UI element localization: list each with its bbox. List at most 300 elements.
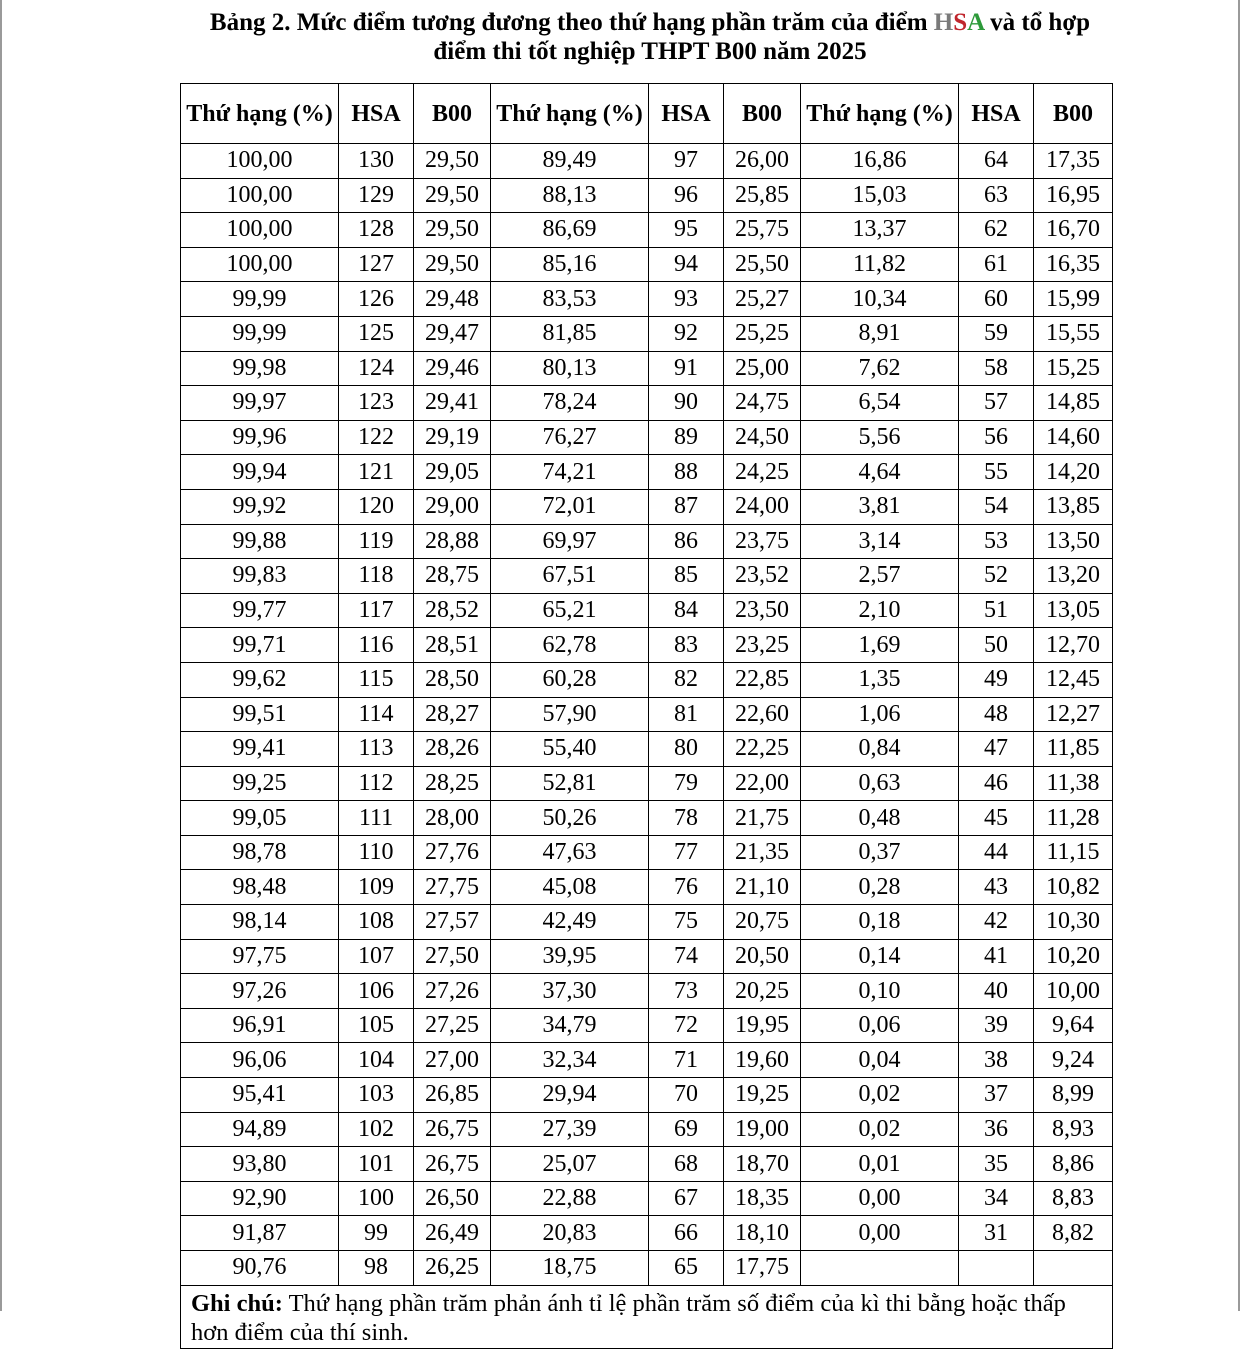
title-line2: điểm thi tốt nghiệp THPT B00 năm 2025 [433, 38, 867, 65]
table-cell: 80 [649, 732, 724, 767]
table-cell: 18,35 [724, 1181, 801, 1216]
table-cell: 29,94 [491, 1078, 649, 1113]
table-cell: 12,45 [1034, 662, 1113, 697]
table-cell: 59 [959, 316, 1034, 351]
table-cell: 17,75 [724, 1251, 801, 1286]
table-cell: 29,46 [414, 351, 491, 386]
table-cell: 99,94 [181, 455, 339, 490]
table-cell: 29,50 [414, 144, 491, 179]
table-cell: 28,75 [414, 559, 491, 594]
table-row [181, 144, 1113, 179]
table-cell: 100,00 [181, 144, 339, 179]
table-cell: 18,70 [724, 1147, 801, 1182]
column-header: HSA [649, 84, 724, 144]
table-cell: 14,85 [1034, 386, 1113, 421]
table-cell: 74,21 [491, 455, 649, 490]
table-title [60, 8, 1240, 66]
table-cell: 13,85 [1034, 489, 1113, 524]
table-cell: 19,95 [724, 1008, 801, 1043]
table-row [181, 1043, 1113, 1078]
table-cell: 7,62 [801, 351, 959, 386]
table-row [181, 1078, 1113, 1113]
table-cell: 103 [339, 1078, 414, 1113]
table-cell: 27,25 [414, 1008, 491, 1043]
table-cell: 8,86 [1034, 1147, 1113, 1182]
table-cell: 99,98 [181, 351, 339, 386]
table-cell: 50,26 [491, 801, 649, 836]
table-cell: 26,49 [414, 1216, 491, 1251]
table-cell: 81 [649, 697, 724, 732]
table-cell: 76 [649, 870, 724, 905]
table-cell: 73 [649, 974, 724, 1009]
table-row [181, 732, 1113, 767]
table-row [181, 1251, 1113, 1286]
table-cell: 37,30 [491, 974, 649, 1009]
table-cell: 0,28 [801, 870, 959, 905]
table-cell: 52,81 [491, 766, 649, 801]
table-cell: 99,88 [181, 524, 339, 559]
table-cell: 31 [959, 1216, 1034, 1251]
table-cell: 96,06 [181, 1043, 339, 1078]
table-cell: 62,78 [491, 628, 649, 663]
table-cell: 27,26 [414, 974, 491, 1009]
table-cell: 25,25 [724, 316, 801, 351]
table-cell: 99,83 [181, 559, 339, 594]
table-cell: 14,60 [1034, 420, 1113, 455]
table-cell: 21,10 [724, 870, 801, 905]
table-row [181, 247, 1113, 282]
table-cell: 97,26 [181, 974, 339, 1009]
table-cell: 4,64 [801, 455, 959, 490]
table-cell: 44 [959, 835, 1034, 870]
table-cell: 10,20 [1034, 939, 1113, 974]
table-cell: 105 [339, 1008, 414, 1043]
table-cell: 8,91 [801, 316, 959, 351]
table-cell: 65,21 [491, 593, 649, 628]
table-cell: 25,50 [724, 247, 801, 282]
table-cell: 17,35 [1034, 144, 1113, 179]
table-cell: 99,51 [181, 697, 339, 732]
table-cell: 99,25 [181, 766, 339, 801]
table-cell: 128 [339, 213, 414, 248]
table-cell: 34 [959, 1181, 1034, 1216]
table-row [181, 801, 1113, 836]
table-cell: 96 [649, 178, 724, 213]
table-row [181, 282, 1113, 317]
table-cell: 28,00 [414, 801, 491, 836]
table-cell: 24,25 [724, 455, 801, 490]
table-cell: 129 [339, 178, 414, 213]
table-cell: 72 [649, 1008, 724, 1043]
table-cell: 63 [959, 178, 1034, 213]
table-cell: 14,20 [1034, 455, 1113, 490]
table-cell: 0,10 [801, 974, 959, 1009]
table-cell: 112 [339, 766, 414, 801]
table-cell: 28,25 [414, 766, 491, 801]
table-cell: 90 [649, 386, 724, 421]
table-cell: 27,00 [414, 1043, 491, 1078]
table-cell: 13,20 [1034, 559, 1113, 594]
table-cell: 124 [339, 351, 414, 386]
table-cell: 19,25 [724, 1078, 801, 1113]
table-cell: 95 [649, 213, 724, 248]
table-cell: 97,75 [181, 939, 339, 974]
table-row [181, 905, 1113, 940]
table-cell: 45,08 [491, 870, 649, 905]
table-cell: 122 [339, 420, 414, 455]
table-cell: 23,50 [724, 593, 801, 628]
table-row [181, 835, 1113, 870]
table-cell: 35 [959, 1147, 1034, 1182]
note-row [181, 1285, 1113, 1348]
table-cell: 10,30 [1034, 905, 1113, 940]
table-cell: 113 [339, 732, 414, 767]
table-cell: 0,63 [801, 766, 959, 801]
table-cell: 28,52 [414, 593, 491, 628]
table-cell: 0,18 [801, 905, 959, 940]
table-cell: 1,06 [801, 697, 959, 732]
table-cell: 0,00 [801, 1181, 959, 1216]
table-cell: 58 [959, 351, 1034, 386]
table-cell: 23,75 [724, 524, 801, 559]
table-cell: 25,27 [724, 282, 801, 317]
table-cell: 29,50 [414, 247, 491, 282]
table-cell: 83 [649, 628, 724, 663]
table-cell: 16,86 [801, 144, 959, 179]
table-cell: 23,25 [724, 628, 801, 663]
table-cell: 85,16 [491, 247, 649, 282]
table-cell: 29,05 [414, 455, 491, 490]
table-cell: 25,75 [724, 213, 801, 248]
table-cell: 52 [959, 559, 1034, 594]
table-row [181, 974, 1113, 1009]
table-cell: 68 [649, 1147, 724, 1182]
table-cell: 20,75 [724, 905, 801, 940]
table-cell: 24,75 [724, 386, 801, 421]
table-cell: 65 [649, 1251, 724, 1286]
table-cell: 61 [959, 247, 1034, 282]
table-cell: 72,01 [491, 489, 649, 524]
title-suffix: và tổ hợp [983, 9, 1091, 36]
table-cell: 23,52 [724, 559, 801, 594]
table-cell: 13,50 [1034, 524, 1113, 559]
table-cell: 15,55 [1034, 316, 1113, 351]
column-header: Thứ hạng (%) [801, 84, 959, 144]
table-cell: 26,85 [414, 1078, 491, 1113]
table-cell: 91 [649, 351, 724, 386]
table-cell: 21,75 [724, 801, 801, 836]
table-cell: 100 [339, 1181, 414, 1216]
table-cell: 26,75 [414, 1112, 491, 1147]
table-cell: 118 [339, 559, 414, 594]
table-cell: 15,25 [1034, 351, 1113, 386]
table-cell: 22,85 [724, 662, 801, 697]
table-cell: 12,27 [1034, 697, 1113, 732]
table-cell: 99,71 [181, 628, 339, 663]
table-cell: 99,99 [181, 316, 339, 351]
table-cell: 98,14 [181, 905, 339, 940]
table-cell: 89,49 [491, 144, 649, 179]
page-border-right [1238, 0, 1240, 1311]
table-cell: 1,69 [801, 628, 959, 663]
table-cell: 90,76 [181, 1251, 339, 1286]
table-cell: 32,34 [491, 1043, 649, 1078]
table-cell: 5,56 [801, 420, 959, 455]
table-row [181, 1008, 1113, 1043]
table-cell: 0,37 [801, 835, 959, 870]
table-cell: 47 [959, 732, 1034, 767]
table-cell: 84 [649, 593, 724, 628]
table-cell: 95,41 [181, 1078, 339, 1113]
table-cell: 66 [649, 1216, 724, 1251]
table-row [181, 178, 1113, 213]
table-cell: 86 [649, 524, 724, 559]
table-row [181, 939, 1113, 974]
table-cell: 0,02 [801, 1112, 959, 1147]
table-cell: 0,48 [801, 801, 959, 836]
table-cell: 27,50 [414, 939, 491, 974]
table-cell: 11,28 [1034, 801, 1113, 836]
table-row [181, 870, 1113, 905]
table-cell: 42,49 [491, 905, 649, 940]
table-row [181, 455, 1113, 490]
table-cell: 10,00 [1034, 974, 1113, 1009]
table-cell: 27,76 [414, 835, 491, 870]
table-cell: 102 [339, 1112, 414, 1147]
table-cell: 39,95 [491, 939, 649, 974]
table-cell: 114 [339, 697, 414, 732]
table-cell: 10,82 [1034, 870, 1113, 905]
table-cell: 50 [959, 628, 1034, 663]
title-hsa-a: A [967, 9, 984, 36]
table-cell: 86,69 [491, 213, 649, 248]
title-prefix: Bảng 2. Mức điểm tương đương theo thứ hạng phần trăm của điểm [209, 9, 934, 36]
table-cell: 39 [959, 1008, 1034, 1043]
table-cell: 104 [339, 1043, 414, 1078]
table-cell: 83,53 [491, 282, 649, 317]
table-cell: 116 [339, 628, 414, 663]
table-cell: 98 [339, 1251, 414, 1286]
table-cell: 29,19 [414, 420, 491, 455]
table-cell: 26,00 [724, 144, 801, 179]
table-row [181, 420, 1113, 455]
note-label: Ghi chú: [191, 1289, 283, 1317]
table-cell: 47,63 [491, 835, 649, 870]
table-cell: 41 [959, 939, 1034, 974]
table-cell: 99,05 [181, 801, 339, 836]
table-cell: 3,81 [801, 489, 959, 524]
table-cell: 60,28 [491, 662, 649, 697]
table-cell [801, 1251, 959, 1286]
table-cell: 16,35 [1034, 247, 1113, 282]
table-row [181, 524, 1113, 559]
table-cell: 121 [339, 455, 414, 490]
table-cell: 28,26 [414, 732, 491, 767]
table-cell: 29,00 [414, 489, 491, 524]
table-cell: 1,35 [801, 662, 959, 697]
table-cell: 25,07 [491, 1147, 649, 1182]
table-cell: 64 [959, 144, 1034, 179]
table-cell: 26,75 [414, 1147, 491, 1182]
table-cell: 119 [339, 524, 414, 559]
table-cell: 82 [649, 662, 724, 697]
table-cell: 8,99 [1034, 1078, 1113, 1113]
table-cell: 92 [649, 316, 724, 351]
table-cell: 97 [649, 144, 724, 179]
table-cell: 0,84 [801, 732, 959, 767]
table-row [181, 316, 1113, 351]
table-row [181, 559, 1113, 594]
table-cell: 74 [649, 939, 724, 974]
table-cell: 117 [339, 593, 414, 628]
score-table [180, 83, 1113, 1349]
table-cell: 69 [649, 1112, 724, 1147]
table-cell: 99 [339, 1216, 414, 1251]
table-cell: 38 [959, 1043, 1034, 1078]
table-cell: 19,00 [724, 1112, 801, 1147]
table-row [181, 1112, 1113, 1147]
table-cell: 99,77 [181, 593, 339, 628]
table-cell: 91,87 [181, 1216, 339, 1251]
table-cell: 127 [339, 247, 414, 282]
table-cell: 99,62 [181, 662, 339, 697]
table-cell: 110 [339, 835, 414, 870]
table-row [181, 386, 1113, 421]
table-cell: 22,25 [724, 732, 801, 767]
table-cell: 28,27 [414, 697, 491, 732]
table-row [181, 213, 1113, 248]
table-cell: 67,51 [491, 559, 649, 594]
note-cell [181, 1285, 1113, 1348]
table-cell: 101 [339, 1147, 414, 1182]
page-border-left [0, 0, 2, 1311]
table-cell: 0,00 [801, 1216, 959, 1251]
table-cell: 99,96 [181, 420, 339, 455]
table-cell: 15,99 [1034, 282, 1113, 317]
table-row [181, 489, 1113, 524]
table-cell: 24,00 [724, 489, 801, 524]
table-cell: 92,90 [181, 1181, 339, 1216]
table-cell: 71 [649, 1043, 724, 1078]
table-cell: 78 [649, 801, 724, 836]
table-row [181, 1181, 1113, 1216]
table-cell: 10,34 [801, 282, 959, 317]
table-cell: 45 [959, 801, 1034, 836]
table-cell: 28,51 [414, 628, 491, 663]
column-header: Thứ hạng (%) [181, 84, 339, 144]
table-cell: 20,83 [491, 1216, 649, 1251]
table-cell: 43 [959, 870, 1034, 905]
table-cell: 109 [339, 870, 414, 905]
table-cell: 70 [649, 1078, 724, 1113]
table-cell: 76,27 [491, 420, 649, 455]
table-cell: 27,57 [414, 905, 491, 940]
table-cell: 28,88 [414, 524, 491, 559]
table-cell: 3,14 [801, 524, 959, 559]
table-cell: 99,97 [181, 386, 339, 421]
table-cell: 11,15 [1034, 835, 1113, 870]
table-cell: 126 [339, 282, 414, 317]
table-cell: 51 [959, 593, 1034, 628]
table-cell: 88 [649, 455, 724, 490]
table-cell: 16,70 [1034, 213, 1113, 248]
table-cell: 24,50 [724, 420, 801, 455]
column-header: HSA [959, 84, 1034, 144]
table-cell: 130 [339, 144, 414, 179]
table-cell: 125 [339, 316, 414, 351]
table-row [181, 697, 1113, 732]
table-cell: 98,48 [181, 870, 339, 905]
table-cell [959, 1251, 1034, 1286]
table-cell: 21,35 [724, 835, 801, 870]
table-cell: 57 [959, 386, 1034, 421]
table-cell: 29,50 [414, 213, 491, 248]
table-cell: 20,25 [724, 974, 801, 1009]
column-header: Thứ hạng (%) [491, 84, 649, 144]
table-body [181, 144, 1113, 1286]
table-cell: 22,88 [491, 1181, 649, 1216]
table-cell: 28,50 [414, 662, 491, 697]
table-cell: 75 [649, 905, 724, 940]
table-cell: 56 [959, 420, 1034, 455]
column-header: B00 [1034, 84, 1113, 144]
table-cell: 88,13 [491, 178, 649, 213]
table-cell: 13,37 [801, 213, 959, 248]
table-cell: 93 [649, 282, 724, 317]
table-cell: 25,85 [724, 178, 801, 213]
table-cell: 11,82 [801, 247, 959, 282]
table-cell: 69,97 [491, 524, 649, 559]
table-cell: 96,91 [181, 1008, 339, 1043]
column-header: B00 [724, 84, 801, 144]
table-cell: 27,75 [414, 870, 491, 905]
table-cell: 0,02 [801, 1078, 959, 1113]
table-cell: 100,00 [181, 213, 339, 248]
table-cell: 89 [649, 420, 724, 455]
table-cell: 100,00 [181, 178, 339, 213]
table-cell: 77 [649, 835, 724, 870]
table-cell: 94 [649, 247, 724, 282]
note-text: Thứ hạng phần trăm phản ánh tỉ lệ phần trăm số điểm của kì thi bằng hoặc thấp hơn điểm của thí sinh. [191, 1289, 1066, 1346]
table-cell: 8,82 [1034, 1216, 1113, 1251]
table-row [181, 628, 1113, 663]
table-cell: 16,95 [1034, 178, 1113, 213]
table-cell: 78,24 [491, 386, 649, 421]
table-cell: 99,41 [181, 732, 339, 767]
table-cell: 94,89 [181, 1112, 339, 1147]
table-cell: 55 [959, 455, 1034, 490]
table-cell: 53 [959, 524, 1034, 559]
table-cell: 29,41 [414, 386, 491, 421]
table-cell: 22,00 [724, 766, 801, 801]
title-hsa-h: H [933, 9, 954, 36]
table-cell: 2,10 [801, 593, 959, 628]
table-cell: 46 [959, 766, 1034, 801]
table-cell: 42 [959, 905, 1034, 940]
table-cell [1034, 1251, 1113, 1286]
table-cell: 48 [959, 697, 1034, 732]
table-cell: 54 [959, 489, 1034, 524]
table-cell: 25,00 [724, 351, 801, 386]
table-row [181, 662, 1113, 697]
table-cell: 8,93 [1034, 1112, 1113, 1147]
table-cell: 67 [649, 1181, 724, 1216]
table-cell: 26,25 [414, 1251, 491, 1286]
table-cell: 80,13 [491, 351, 649, 386]
table-row [181, 593, 1113, 628]
table-cell: 29,50 [414, 178, 491, 213]
table-cell: 15,03 [801, 178, 959, 213]
